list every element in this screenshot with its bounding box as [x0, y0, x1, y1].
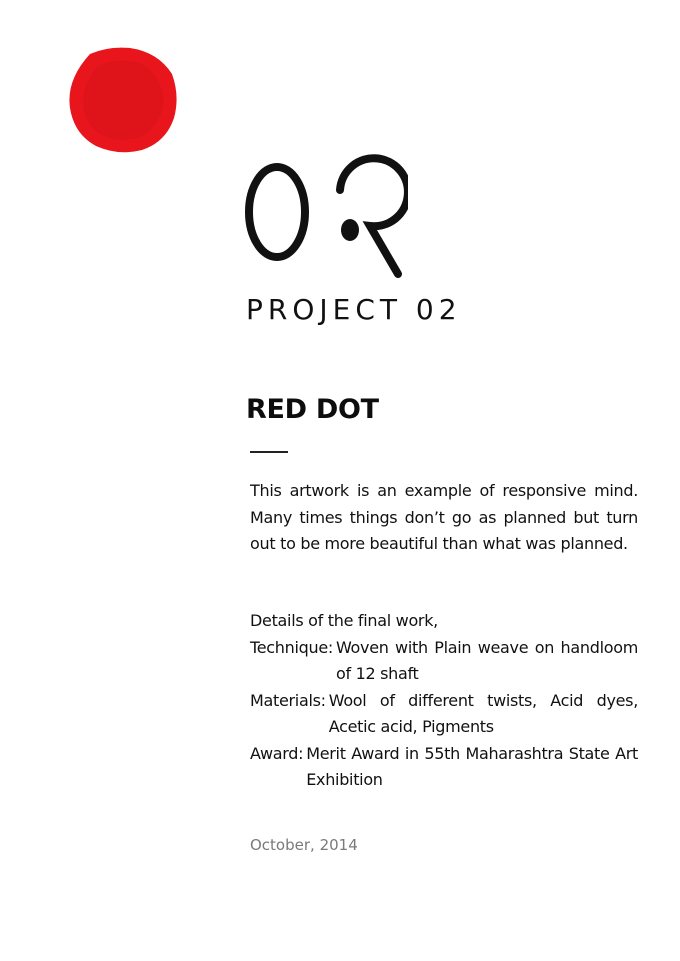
title-divider	[250, 451, 288, 453]
date: October, 2014	[250, 836, 358, 854]
detail-row-materials	[250, 688, 638, 741]
detail-value: Merit Award in 55th Maharashtra State Art Exhibition	[306, 743, 638, 789]
work-description: This artwork is an example of responsive mind. Many times things don’t go as planned but turn out to be more beautiful than what was planned.	[250, 481, 638, 553]
detail-label: Technique:	[250, 637, 333, 657]
detail-row-technique	[250, 635, 638, 688]
work-details	[250, 608, 638, 794]
project-title: PROJECT 02	[246, 293, 462, 326]
project-number-monogram-icon	[244, 150, 408, 282]
details-heading: Details of the final work,	[250, 611, 438, 630]
detail-value: Woven with Plain weave on handloom of 12 shaft	[335, 637, 638, 683]
work-title: RED DOT	[246, 394, 379, 425]
detail-value: Wool of different twists, Acid dyes, Acetic acid, Pigments	[328, 690, 638, 736]
detail-row-award	[250, 741, 638, 794]
red-dot-icon	[68, 46, 178, 154]
detail-label: Materials:	[250, 690, 326, 710]
detail-label: Award:	[250, 743, 304, 763]
